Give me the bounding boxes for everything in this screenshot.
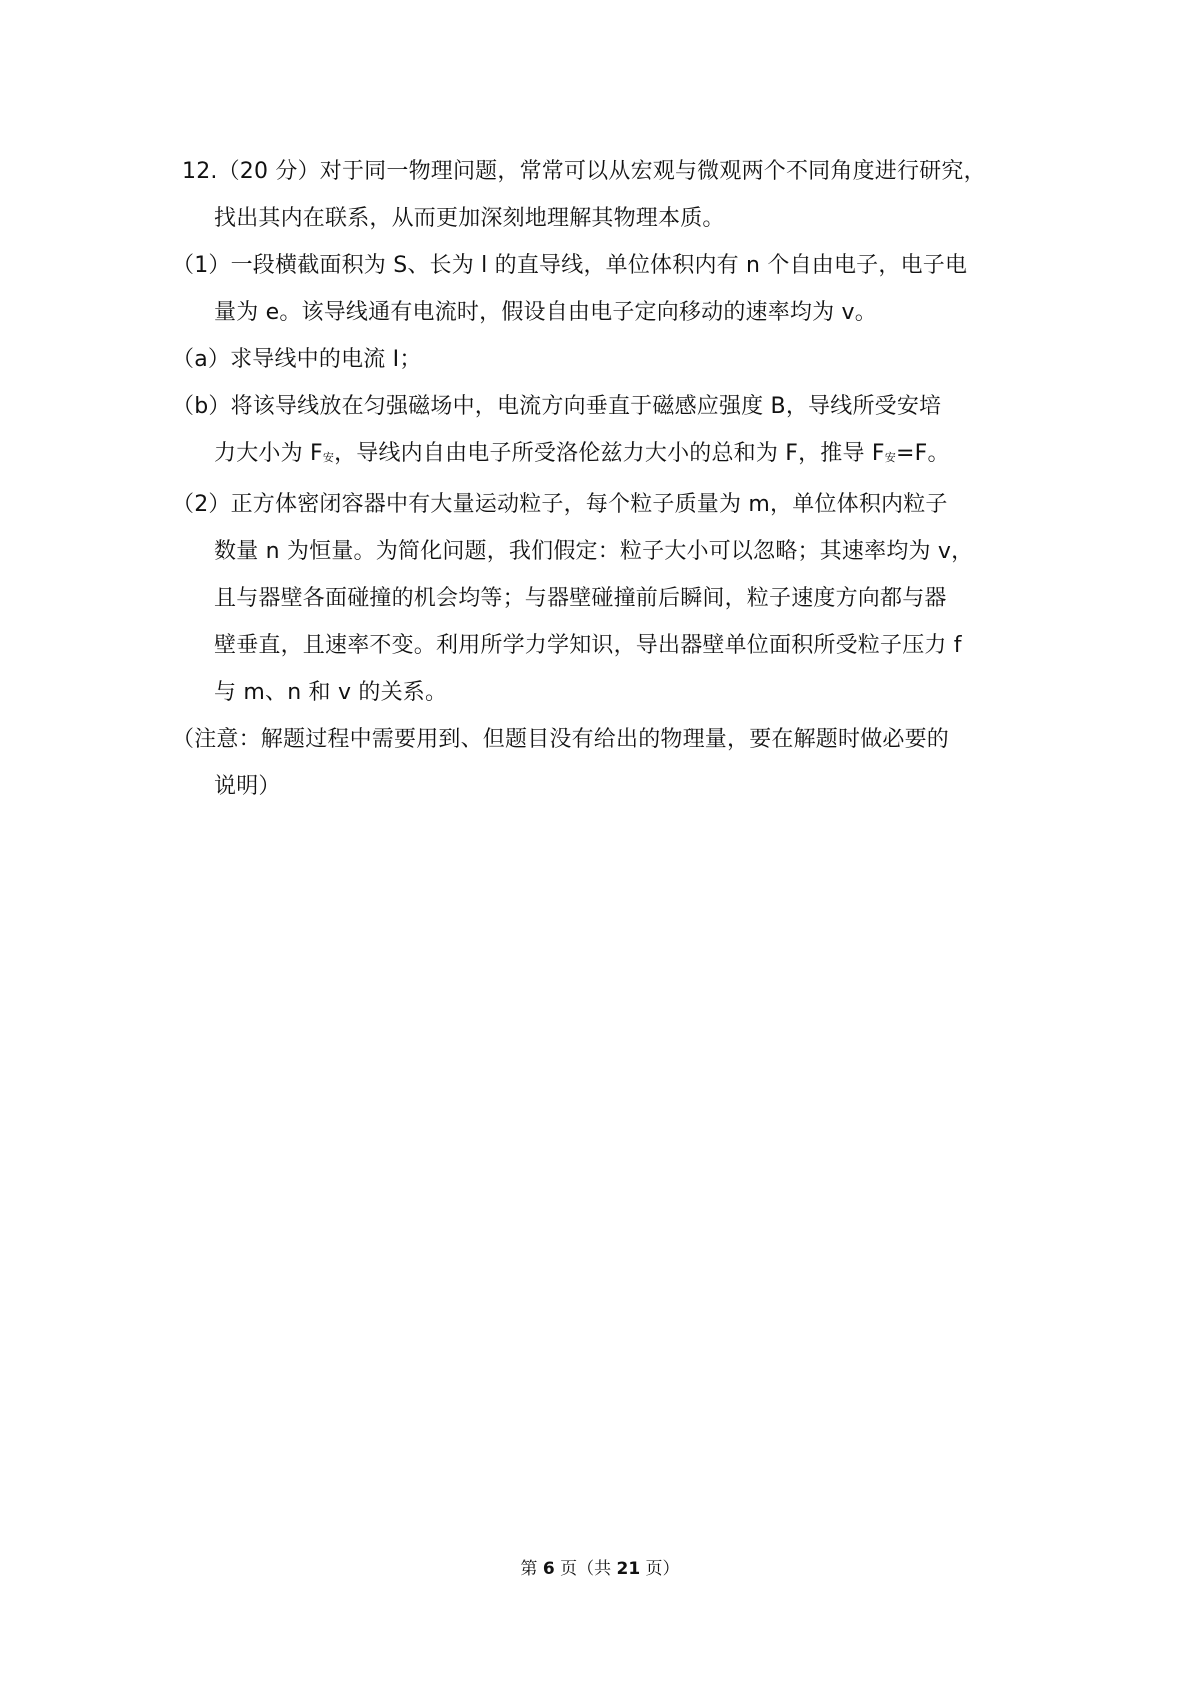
- part-b-line-2: [182, 430, 1042, 481]
- part-2-line-4: 壁垂直，且速率不变。利用所学力学知识，导出器壁单位面积所受粒子压力 f: [214, 633, 962, 658]
- subscript-an-1: 安: [322, 451, 335, 464]
- footer-middle: 页（共: [554, 1559, 617, 1579]
- part-b-text-2: ，导线内自由电子所受洛伦兹力大小的总和为 F，推导 F: [334, 441, 885, 466]
- question-12: [172, 148, 1042, 810]
- note-line-2: 说明）: [214, 774, 281, 799]
- footer-total-pages: 21: [616, 1559, 641, 1579]
- part-a-line: （a）求导线中的电流 I；: [172, 347, 422, 372]
- note-line-1: （注意：解题过程中需要用到、但题目没有给出的物理量，要在解题时做必要的: [172, 727, 950, 752]
- part-b-text-1: 力大小为 F: [214, 441, 323, 466]
- part-1-line-1: （1）一段横截面积为 S、长为 l 的直导线，单位体积内有 n 个自由电子，电子电: [172, 253, 968, 278]
- page-footer: [0, 1557, 1200, 1581]
- part-1-line-2: 量为 e。该导线通有电流时，假设自由电子定向移动的速率均为 v。: [214, 300, 877, 325]
- question-intro-line-2: 找出其内在联系，从而更加深刻地理解其物理本质。: [214, 206, 725, 231]
- part-2-line-3: 且与器壁各面碰撞的机会均等；与器壁碰撞前后瞬间，粒子速度方向都与器: [214, 586, 947, 611]
- subscript-an-2: 安: [884, 451, 896, 464]
- part-2-line-5: 与 m、n 和 v 的关系。: [214, 680, 448, 705]
- question-header-line: 12.（20 分）对于同一物理问题，常常可以从宏观与微观两个不同角度进行研究，: [182, 159, 986, 184]
- part-b-line-1: （b）将该导线放在匀强磁场中，电流方向垂直于磁感应强度 B，导线所受安培: [172, 394, 942, 419]
- part-2-line-2: 数量 n 为恒量。为简化问题，我们假定：粒子大小可以忽略；其速率均为 v，: [214, 539, 974, 564]
- part-b-text-3: =F。: [895, 441, 950, 466]
- footer-prefix: 第: [520, 1559, 543, 1579]
- part-2-line-1: （2）正方体密闭容器中有大量运动粒子，每个粒子质量为 m，单位体积内粒子: [172, 492, 948, 517]
- footer-suffix: 页）: [640, 1559, 680, 1579]
- footer-page-number: 6: [542, 1559, 555, 1579]
